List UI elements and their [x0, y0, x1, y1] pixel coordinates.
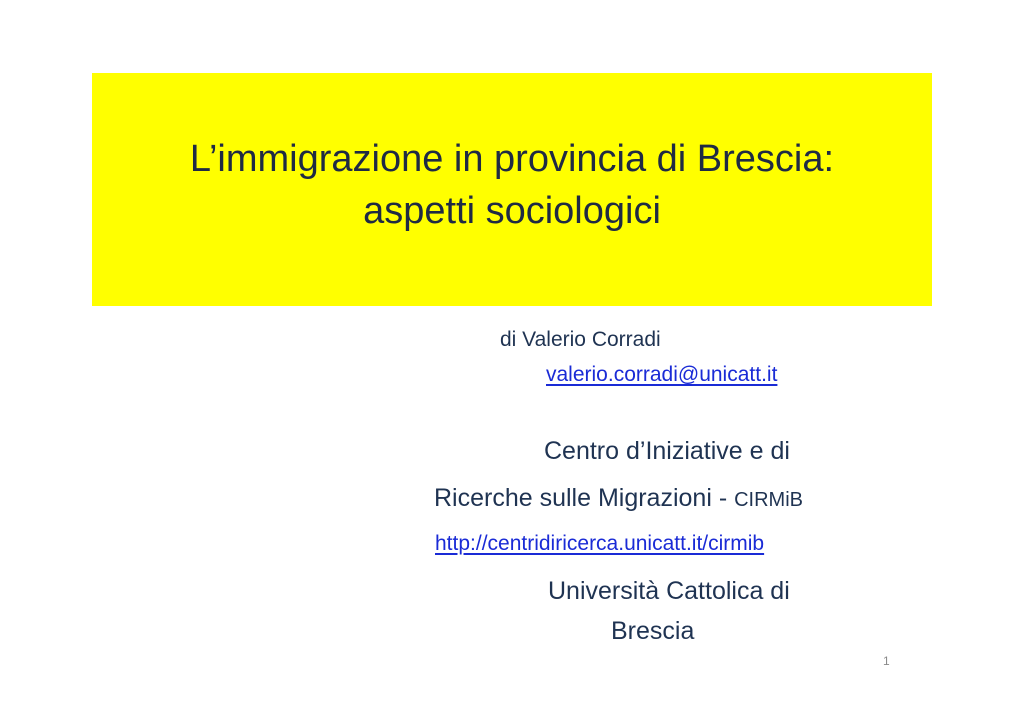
slide-title-line-1: L’immigrazione in provincia di Brescia: — [189, 137, 835, 180]
centre-name-text: Ricerche sulle Migrazioni - — [434, 484, 728, 512]
university-line-2: Brescia — [611, 617, 695, 645]
university-line-1: Università Cattolica di — [548, 577, 790, 605]
author-name: di Valerio Corradi — [500, 328, 661, 351]
centre-url-link[interactable]: http://centridiricerca.unicatt.it/cirmib — [435, 532, 765, 555]
author-email-link[interactable]: valerio.corradi@unicatt.it — [546, 363, 778, 386]
centre-acronym: CIRMiB — [734, 489, 803, 511]
slide-title-line-2: aspetti sociologici — [363, 189, 661, 232]
centre-name-line-2 — [434, 484, 803, 513]
centre-name-line-1: Centro d’Iniziative e di — [544, 437, 790, 465]
title-box — [92, 73, 932, 306]
page-number: 1 — [883, 654, 890, 668]
